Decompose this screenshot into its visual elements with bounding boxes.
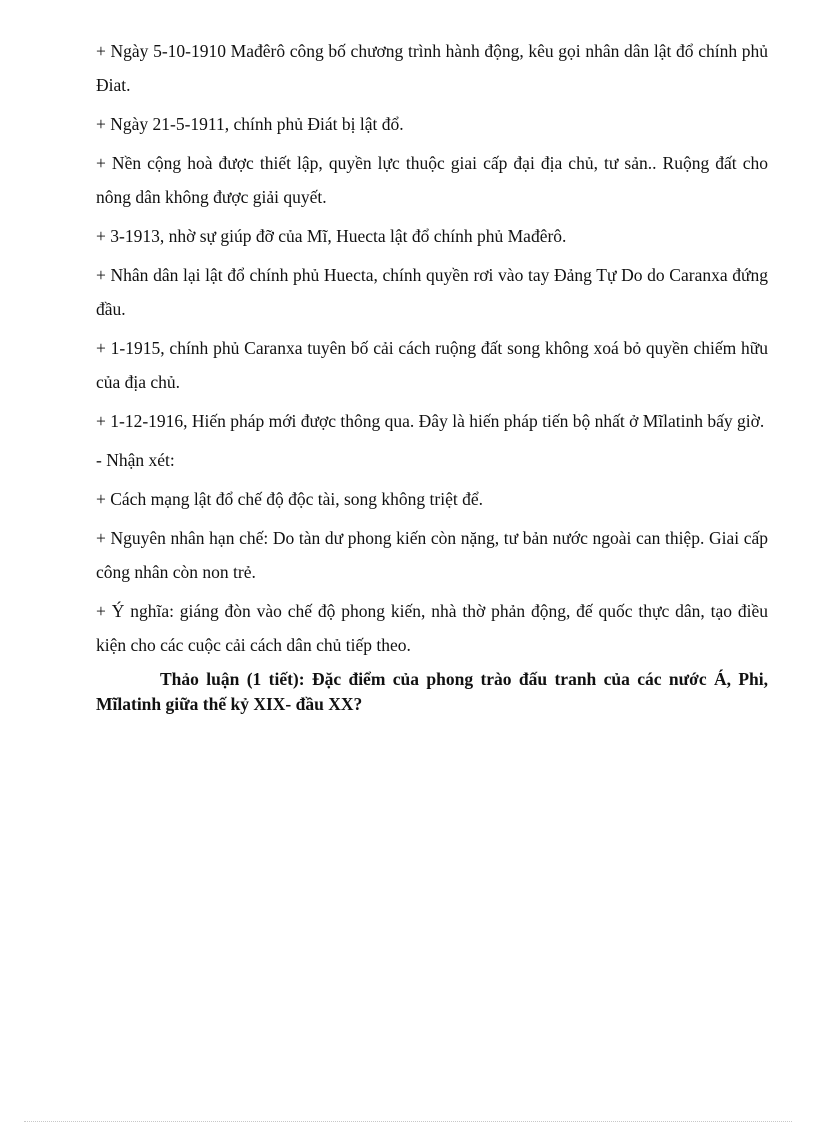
page-bottom-divider: [24, 1121, 792, 1122]
paragraph-remarks-label: - Nhận xét:: [96, 450, 175, 470]
paragraph-huerta-coup: + 3-1913, nhờ sự giúp đỡ của Mĩ, Huecta lật đổ chính phủ Mađêrô.: [96, 226, 567, 246]
paragraph-constitution: + 1-12-1916, Hiến pháp mới được thông qua. Đây là hiến pháp tiến bộ nhất ở Mĩlatinh bấy giờ.: [96, 411, 765, 431]
document-page: [96, 34, 768, 717]
paragraph-republic-established: + Nền cộng hoà được thiết lập, quyền lực thuộc giai cấp đại địa chủ, tư sản.. Ruộng đất cho nông dân không được giải quyết.: [96, 153, 768, 207]
paragraph-maderò-program: + Ngày 5-10-1910 Mađêrô công bố chương trình hành động, kêu gọi nhân dân lật đổ chính phủ Điat.: [96, 41, 768, 95]
paragraph-significance: + Ý nghĩa: giáng đòn vào chế độ phong kiến, nhà thờ phản động, đế quốc thực dân, tạo điều kiện cho các cuộc cải cách dân chủ tiếp theo.: [96, 601, 768, 655]
paragraph-carranza-power: + Nhân dân lại lật đổ chính phủ Huecta, chính quyền rơi vào tay Đảng Tự Do do Caranxa đứng đầu.: [96, 265, 768, 319]
discussion-heading: Thảo luận (1 tiết): Đặc điểm của phong trào đấu tranh của các nước Á, Phi, Mĩlatinh giữa thế kỷ XIX- đầu XX?: [96, 669, 768, 714]
paragraph-diaz-overthrown: + Ngày 21-5-1911, chính phủ Điát bị lật đổ.: [96, 114, 404, 134]
paragraph-limitation-causes: + Nguyên nhân hạn chế: Do tàn dư phong kiến còn nặng, tư bản nước ngoài can thiệp. Giai cấp công nhân còn non trẻ.: [96, 528, 768, 582]
paragraph-land-reform: + 1-1915, chính phủ Caranxa tuyên bố cải cách ruộng đất song không xoá bỏ quyền chiếm hữu của địa chủ.: [96, 338, 768, 392]
paragraph-remark-incomplete: + Cách mạng lật đổ chế độ độc tài, song không triệt để.: [96, 489, 483, 509]
